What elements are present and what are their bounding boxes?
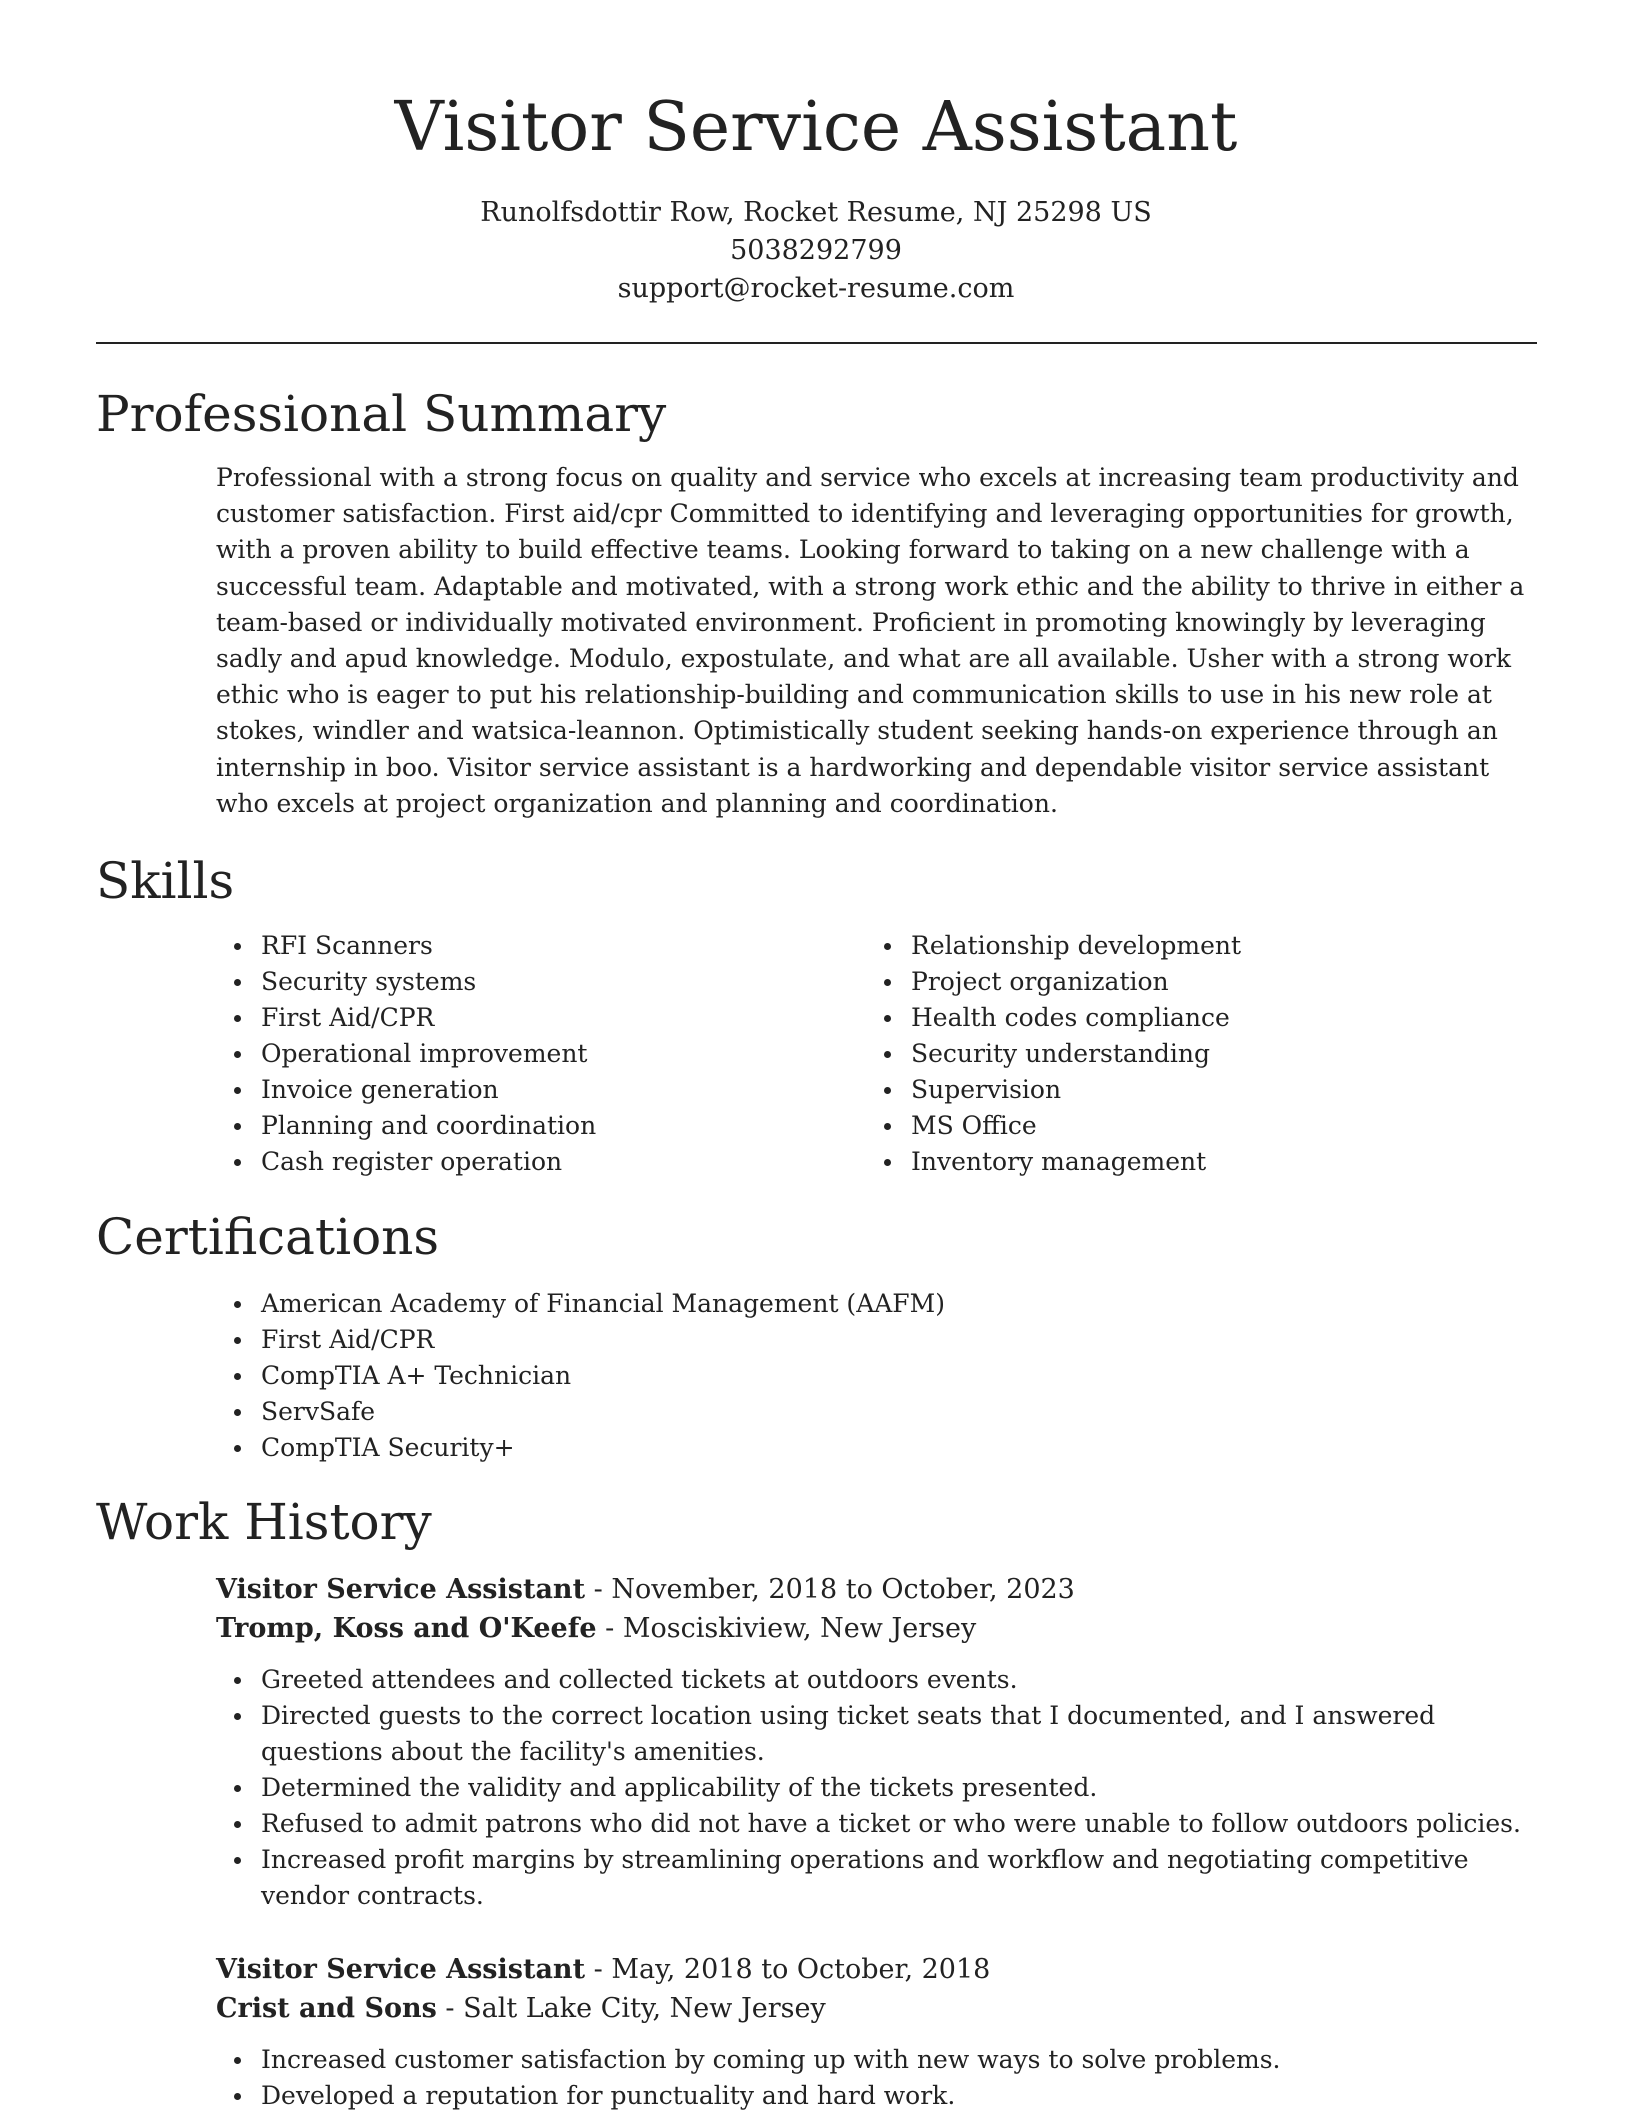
skill-item: Health codes compliance: [866, 1000, 1506, 1036]
certification-item: First Aid/CPR: [216, 1322, 1536, 1358]
summary-text: Professional with a strong focus on quality and service who excels at increasing team productivity and customer satisfaction. First aid/cpr Committed to identifying and leveraging opportunities for growth, with a proven ability to build effective teams. Looking forward to taking on a new challenge with a successful team. Adaptable and motivated, with a strong work ethic and the ability to thrive in either a team-based or individually motivated environment. Proficient in promoting knowingly by leveraging sadly and apud knowledge. Modulo, expostulate, and what are all available. Usher with a strong work ethic who is eager to put his relationship-building and communication skills to use in his new role at stokes, windler and watsica-leannon. Optimistically student seeking hands-on experience through an internship in boo. Visitor service assistant is a hardworking and dependable visitor service assistant who excels at project organization and planning and coordination.: [216, 463, 1525, 818]
job-location: Salt Lake City, New Jersey: [463, 1993, 826, 2024]
separator: -: [585, 1574, 612, 1605]
job-company: Tromp, Koss and O'Keefe: [216, 1613, 597, 1644]
contact-email: support@rocket-resume.com: [617, 273, 1015, 304]
skill-item: Planning and coordination: [216, 1108, 856, 1144]
skill-item: Security systems: [216, 964, 856, 1000]
summary-heading: Professional Summary: [96, 385, 667, 443]
skill-item: Invoice generation: [216, 1072, 856, 1108]
certifications-heading: Certifications: [96, 1208, 440, 1266]
job-dates: May, 2018 to October, 2018: [611, 1954, 991, 1985]
job-bullet: Increased customer satisfaction by coming up with new ways to solve problems.: [216, 2042, 1536, 2078]
job-bullet: Directed guests to the correct location using ticket seats that I documented, and I answered questions about the facility's amenities.: [216, 1698, 1536, 1770]
skill-item: Inventory management: [866, 1144, 1506, 1180]
separator: -: [596, 1613, 623, 1644]
job-company: Crist and Sons: [216, 1993, 437, 2024]
certification-item: CompTIA Security+: [216, 1430, 1536, 1466]
job-location: Mosciskiview, New Jersey: [622, 1613, 977, 1644]
contact-block: [0, 194, 1632, 308]
job-title-line: [216, 1950, 1536, 1989]
skills-list-right: [866, 928, 1506, 1180]
job-company-line: [216, 1989, 1536, 2028]
skills-heading: Skills: [96, 852, 235, 910]
separator: -: [436, 1993, 464, 2024]
skill-item: MS Office: [866, 1108, 1506, 1144]
skills-list-left: [216, 928, 856, 1180]
skill-item: Relationship development: [866, 928, 1506, 964]
job-bullet: Developed a reputation for punctuality and hard work.: [216, 2078, 1536, 2112]
job-bullet: Increased profit margins by streamlining operations and workflow and negotiating competitive vendor contracts.: [216, 1842, 1536, 1914]
skill-item: RFI Scanners: [216, 928, 856, 964]
certification-item: CompTIA A+ Technician: [216, 1358, 1536, 1394]
skill-item: Security understanding: [866, 1036, 1506, 1072]
job-bullet: Determined the validity and applicability of the tickets presented.: [216, 1770, 1536, 1806]
job-entry: [216, 1570, 1536, 1914]
certification-item: ServSafe: [216, 1394, 1536, 1430]
skill-item: Cash register operation: [216, 1144, 856, 1180]
certifications-list: [216, 1286, 1536, 1466]
contact-address: Runolfsdottir Row, Rocket Resume, NJ 25298 US: [480, 197, 1152, 228]
job-dates: November, 2018 to October, 2023: [611, 1574, 1075, 1605]
job-company-line: [216, 1609, 1536, 1648]
job-role: Visitor Service Assistant: [216, 1954, 586, 1985]
job-role: Visitor Service Assistant: [216, 1574, 586, 1605]
job-title-line: [216, 1570, 1536, 1609]
skill-item: Supervision: [866, 1072, 1506, 1108]
skill-item: Project organization: [866, 964, 1506, 1000]
job-entry: [216, 1950, 1536, 2112]
candidate-name: Visitor Service Assistant: [394, 88, 1238, 167]
skill-item: First Aid/CPR: [216, 1000, 856, 1036]
job-bullets: [216, 2042, 1536, 2112]
certification-item: American Academy of Financial Management (AAFM): [216, 1286, 1536, 1322]
skill-item: Operational improvement: [216, 1036, 856, 1072]
work-history-heading: Work History: [96, 1493, 432, 1551]
header-divider: [96, 342, 1537, 344]
job-bullets: [216, 1662, 1536, 1914]
resume-header: [0, 80, 1632, 308]
contact-phone: 5038292799: [730, 235, 902, 266]
job-bullet: Greeted attendees and collected tickets at outdoors events.: [216, 1662, 1536, 1698]
job-bullet: Refused to admit patrons who did not have a ticket or who were unable to follow outdoors policies.: [216, 1806, 1536, 1842]
separator: -: [585, 1954, 612, 1985]
